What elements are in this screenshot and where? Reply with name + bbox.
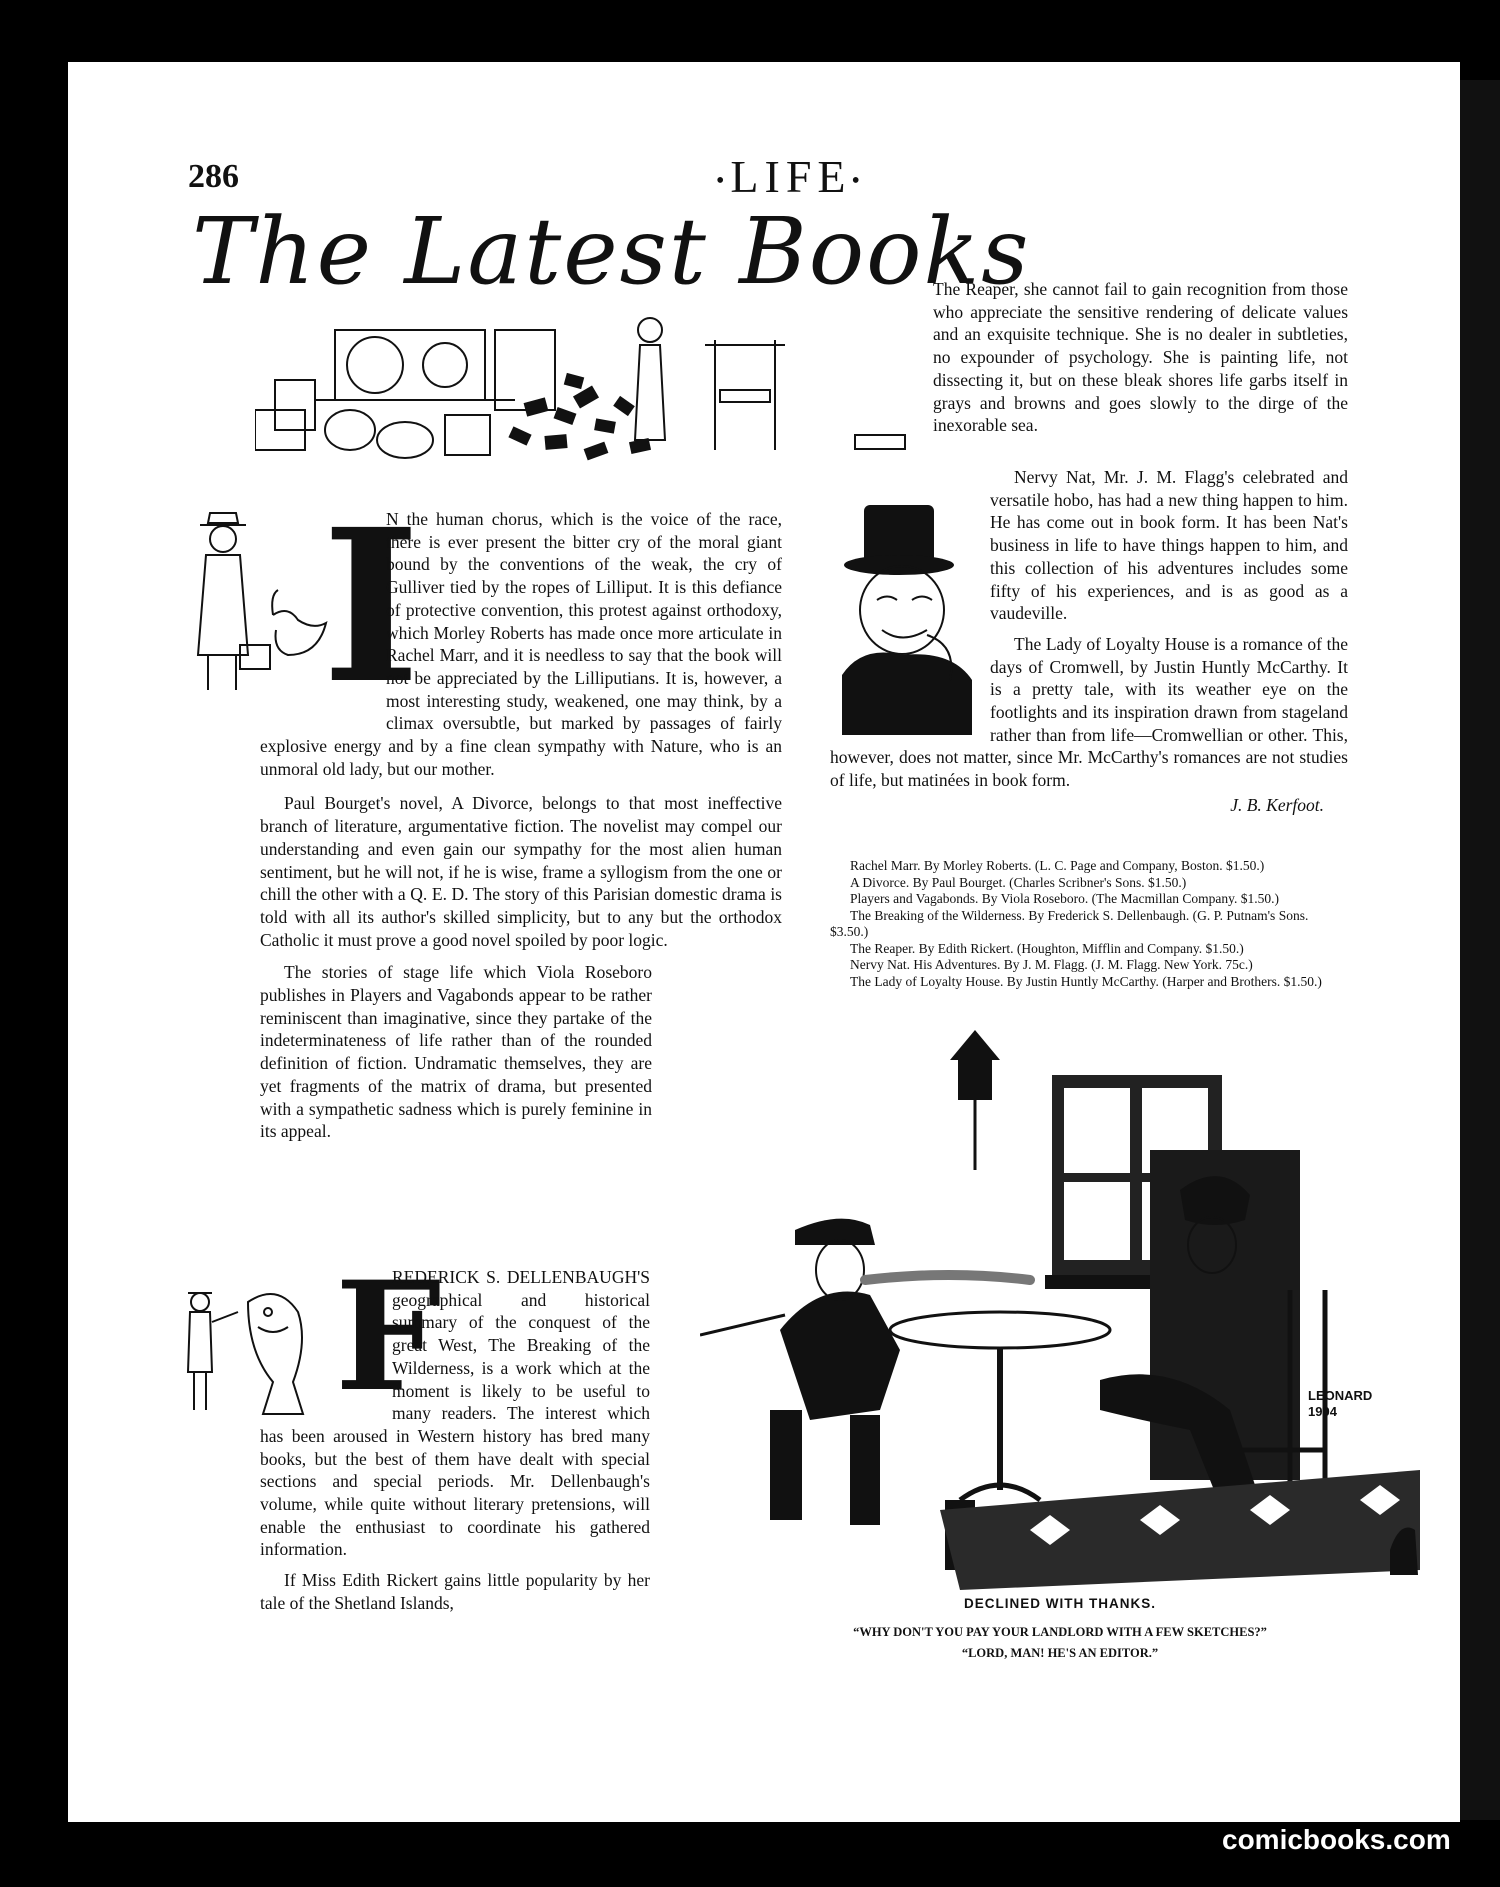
paragraph-dellenbaugh-wrap xyxy=(260,1266,650,1621)
float-spacer xyxy=(260,1266,392,1414)
credit-item: A Divorce. By Paul Bourget. (Charles Scribner's Sons. $1.50.) xyxy=(850,874,1187,890)
masthead-dot-icon: • xyxy=(851,167,866,194)
magazine-masthead xyxy=(716,150,866,203)
cartoon-artist-signature: LEONARD 1904 xyxy=(1308,1388,1373,1419)
credit-item: The Breaking of the Wilderness. By Frederick S. Dellenbaugh. (G. P. Putnam's Sons. $3.50.) xyxy=(830,907,1309,939)
site-watermark: comicbooks.com xyxy=(1222,1824,1451,1855)
paragraph-dellenbaugh: REDERICK S. DELLENBAUGH'S geographical and historical summary of the conquest of the great West, The Breaking of the Wilderness, is a work which at the moment is likely to be useful to many readers. The interest which has been aroused in Western history has bred many books, but the best of them have dealt with special sections and special periods. Mr. Dellenbaugh's volume, while quite without literary pretensions, will enable the enthusiast to coordinate his gathered information. xyxy=(260,1267,650,1560)
paragraph-roseboro: The stories of stage life which Viola Roseboro publishes in Players and Vagabonds appear to be rather reminiscent than imaginative, since they partake of the indeterminateness of life rather than of the rounded definition of fiction. Undramatic themselves, they are yet fragments of the matrix of drama, but presented with a sympathetic sadness which is purely feminine in its appeal. xyxy=(260,962,652,1142)
credit-item: The Reaper. By Edith Rickert. (Houghton, Mifflin and Company. $1.50.) xyxy=(850,940,1244,956)
article-title: The Latest Books xyxy=(192,198,1031,305)
article-signature: J. B. Kerfoot. xyxy=(1230,794,1324,815)
page-number: 286 xyxy=(188,158,239,195)
right-column-top xyxy=(933,278,1348,443)
paragraph-bourget: Paul Bourget's novel, A Divorce, belongs to that most ineffective branch of literature, argumentative fiction. The novelist may compel our understanding and even gain our sympathy for the most alien human sentiment, but he will not, if he is wise, frame a syllogism from the one or chill the other with a Q. E. D. The story of this Parisian domestic drama is told with all its author's skilled simplicity, but to any but the orthodox Catholic it must prove a good novel spoiled by poor logic. xyxy=(260,793,782,950)
credit-item: Players and Vagabonds. By Viola Roseboro. (The Macmillan Company. $1.50.) xyxy=(850,891,1280,906)
book-credits-list xyxy=(830,858,1345,990)
paragraph-nervy-nat-wrap xyxy=(830,466,1348,823)
declined-with-thanks-cartoon xyxy=(700,1030,1420,1590)
paragraph-nervy-nat: Nervy Nat, Mr. J. M. Flagg's celebrated and versatile hobo, has had a new thing happen to him. He has come out in book form. It has been Nat's business in life to have things happen to him, and this collection of his adventures includes some fifty of his experiences, and is as good as a vaudeville. xyxy=(990,467,1348,624)
paragraph-1: N the human chorus, which is the voice of the race, there is ever present the bitter cry of the moral giant bound by the conventions of the weak, the cry of Gulliver tied by the ropes of Lilliput. It is this defiance of protective convention, this protest against orthodoxy, which Morley Roberts has made once more articulate in Rachel Marr, and it is needless to say that the book will not be appreciated by the Lilliputians. It is, however, a most interesting study, weakened, one may think, by a climax oversubtle, but marked by passages of fairly explosive energy and by a fine clean sympathy with Nature, who is an unmoral old lady, but our mother. xyxy=(260,509,782,779)
masthead-title: LIFE xyxy=(730,151,852,202)
printing-press-illustration xyxy=(255,290,915,470)
cartoon-caption-title: DECLINED WITH THANKS. xyxy=(964,1596,1156,1611)
float-spacer xyxy=(830,466,990,736)
dropcap-f: F xyxy=(335,1249,442,1425)
credit-item: The Lady of Loyalty House. By Justin Huntly McCarthy. (Harper and Brothers. $1.50.) xyxy=(850,973,1322,989)
binding-spine xyxy=(1455,80,1500,1820)
paragraph-rickert-start: If Miss Edith Rickert gains little popularity by her tale of the Shetland Islands, xyxy=(260,1570,650,1613)
cartoon-caption-line-2: “LORD, MAN! HE'S AN EDITOR.” xyxy=(961,1646,1159,1660)
credit-item: Rachel Marr. By Morley Roberts. (L. C. Page and Company, Boston. $1.50.) xyxy=(850,858,1265,873)
paragraph-loyalty-house: The Lady of Loyalty House is a romance of the days of Cromwell, by Justin Huntly McCarthy. It is a pretty tale, with its weather eye on the footlights and its inspiration drawn from stageland rather than from life—Cromwellian or other. This, however, does not matter, since Mr. McCarthy's romances are not studies of life, but matinées in book form. xyxy=(830,633,1348,791)
masthead-dot-icon: • xyxy=(716,167,731,194)
float-spacer xyxy=(260,508,386,728)
credit-item: Nervy Nat. His Adventures. By J. M. Flagg. (J. M. Flagg. New York. 75c.) xyxy=(850,957,1253,972)
dropcap-i: I xyxy=(322,483,421,730)
cartoon-caption-line-1: “WHY DON'T YOU PAY YOUR LANDLORD WITH A FEW SKETCHES?” xyxy=(853,1625,1267,1639)
paragraph-reaper: The Reaper, she cannot fail to gain recognition from those who appreciate the sensitive rendering of delicate values and an exquisite technique. She is no dealer in subtleties, no expounder of psychology. She is painting life, not dissecting it, but on these bleak shores life garbs itself in grays and browns and goes slowly to the dirge of the inexorable sea. xyxy=(933,279,1348,436)
